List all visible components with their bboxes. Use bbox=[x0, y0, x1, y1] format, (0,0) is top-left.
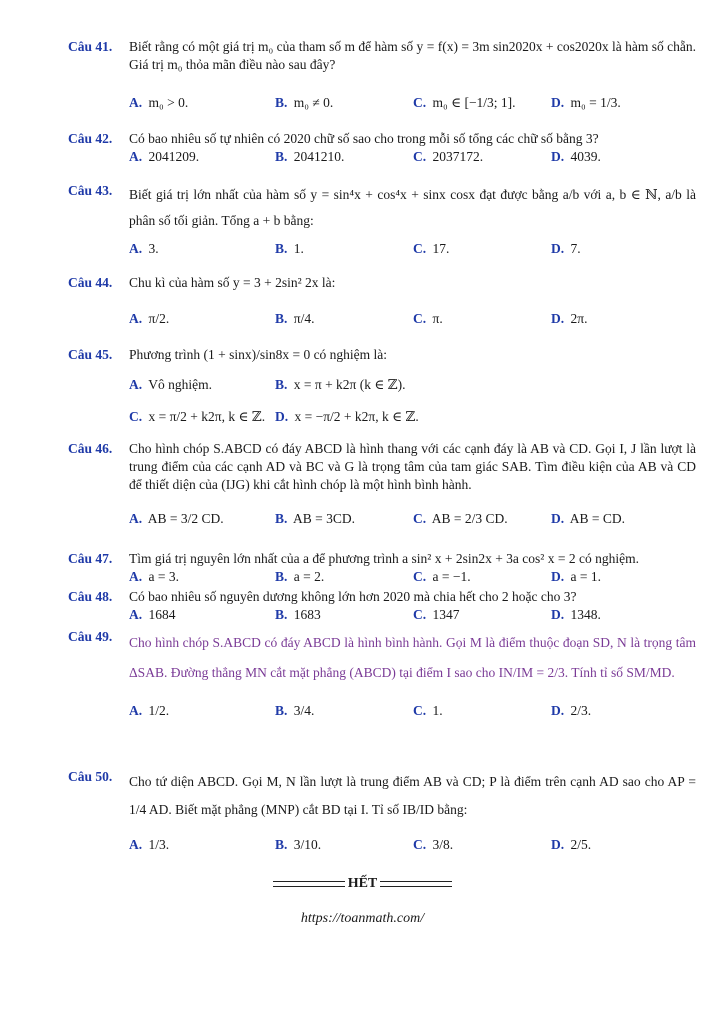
option-d: D. 4039. bbox=[551, 149, 601, 164]
option-d: D. 1348. bbox=[551, 607, 601, 622]
options-row bbox=[129, 94, 696, 112]
question-label: Câu 50. bbox=[68, 769, 113, 784]
question-text: Tìm giá trị nguyên lớn nhất của a để phương trình a sin² x + 2sin2x + 3a cos² x = 2 có nghiệm. bbox=[129, 551, 639, 566]
option-d: D. 2π. bbox=[551, 311, 588, 326]
options-row bbox=[129, 310, 696, 328]
option-letter: A. bbox=[129, 95, 143, 110]
options-row bbox=[129, 240, 696, 258]
option-b: B. 3/4. bbox=[275, 703, 315, 718]
end-mark-text: HẾT bbox=[347, 876, 378, 891]
option-a: A. m₀ > 0. bbox=[129, 95, 189, 110]
option-b: B. m₀ ≠ 0. bbox=[275, 95, 334, 110]
option-a: A. π/2. bbox=[129, 311, 170, 326]
option-b: B. 1683 bbox=[275, 607, 321, 622]
option-b: B. 2041210. bbox=[275, 149, 345, 164]
option-letter: A. bbox=[129, 837, 143, 852]
question-43 bbox=[68, 182, 696, 258]
option-letter: C. bbox=[129, 409, 143, 424]
option-c: C. a = −1. bbox=[413, 569, 471, 584]
question-41 bbox=[68, 38, 696, 112]
option-b: B. AB = 3CD. bbox=[275, 511, 356, 526]
option-letter: D. bbox=[551, 703, 565, 718]
option-letter: C. bbox=[413, 311, 427, 326]
option-letter: A. bbox=[129, 241, 143, 256]
option-letter: B. bbox=[275, 511, 288, 526]
double-rule-left bbox=[273, 881, 345, 887]
option-letter: A. bbox=[129, 311, 143, 326]
question-text: Biết rằng có một giá trị m₀ của tham số m để hàm số y = f(x) = 3m sin2020x + cos2020x là hàm số chẵn. Giá trị m₀ thỏa mãn điều nào sau đây? bbox=[129, 39, 696, 72]
double-rule-right bbox=[380, 881, 452, 887]
option-a: A. 3. bbox=[129, 241, 159, 256]
question-text: Phương trình (1 + sinx)/sin8x = 0 có nghiệm là: bbox=[129, 347, 388, 362]
option-d: D. AB = CD. bbox=[551, 511, 626, 526]
option-letter: C. bbox=[413, 149, 427, 164]
option-letter: D. bbox=[551, 311, 565, 326]
options-row bbox=[129, 376, 696, 394]
option-d: D. 2/5. bbox=[551, 837, 592, 852]
option-letter: C. bbox=[413, 607, 427, 622]
option-letter: D. bbox=[551, 569, 565, 584]
option-letter: C. bbox=[413, 837, 427, 852]
options-row bbox=[129, 836, 696, 854]
option-letter: D. bbox=[551, 837, 565, 852]
option-b: B. a = 2. bbox=[275, 569, 325, 584]
option-letter: B. bbox=[275, 149, 288, 164]
option-letter: D. bbox=[551, 511, 565, 526]
end-mark bbox=[0, 876, 725, 892]
option-letter: B. bbox=[275, 837, 288, 852]
option-c: C. m₀ ∈ [−1/3; 1]. bbox=[413, 95, 516, 110]
option-a: A. Vô nghiệm. bbox=[129, 377, 212, 392]
question-label: Câu 42. bbox=[68, 131, 113, 146]
option-letter: B. bbox=[275, 95, 288, 110]
question-label: Câu 41. bbox=[68, 39, 113, 54]
question-47 bbox=[68, 550, 696, 586]
options-row bbox=[129, 148, 696, 166]
option-b: B. π/4. bbox=[275, 311, 315, 326]
option-d: D. x = −π/2 + k2π, k ∈ ℤ. bbox=[275, 409, 419, 424]
option-a: A. 1/2. bbox=[129, 703, 170, 718]
question-label: Câu 49. bbox=[68, 629, 113, 644]
options-row bbox=[129, 568, 696, 586]
option-letter: D. bbox=[551, 607, 565, 622]
question-text: Biết giá trị lớn nhất của hàm số y = sin⁴x + cos⁴x + sinx cosx đạt được bằng a/b với a, b ∈ ℕ, a/b là phân số tối giản. Tổng a + b bằng: bbox=[129, 187, 696, 228]
option-c: C. x = π/2 + k2π, k ∈ ℤ. bbox=[129, 409, 266, 424]
question-46 bbox=[68, 440, 696, 528]
option-a: A. 2041209. bbox=[129, 149, 200, 164]
option-letter: B. bbox=[275, 311, 288, 326]
option-c: C. 3/8. bbox=[413, 837, 454, 852]
option-letter: C. bbox=[413, 95, 427, 110]
option-c: C. 17. bbox=[413, 241, 450, 256]
question-label: Câu 46. bbox=[68, 441, 113, 456]
option-letter: A. bbox=[129, 607, 143, 622]
question-label: Câu 44. bbox=[68, 275, 113, 290]
question-text: Có bao nhiêu số nguyên dương không lớn hơn 2020 mà chia hết cho 2 hoặc cho 3? bbox=[129, 589, 577, 604]
question-45 bbox=[68, 346, 696, 426]
options-row bbox=[129, 606, 696, 624]
option-letter: A. bbox=[129, 149, 143, 164]
option-letter: A. bbox=[129, 511, 143, 526]
question-label: Câu 47. bbox=[68, 551, 113, 566]
question-48 bbox=[68, 588, 696, 624]
option-b: B. 1. bbox=[275, 241, 304, 256]
option-letter: B. bbox=[275, 607, 288, 622]
options-row bbox=[129, 702, 696, 720]
option-letter: B. bbox=[275, 569, 288, 584]
option-d: D. m₀ = 1/3. bbox=[551, 95, 621, 110]
source-url[interactable]: https://toanmath.com/ bbox=[300, 911, 425, 926]
question-label: Câu 45. bbox=[68, 347, 113, 362]
question-text: Cho hình chóp S.ABCD có đáy ABCD là hình thang với các cạnh đáy là AB và CD. Gọi I, J lần lượt là trung điểm của các cạnh AD và BC và G là trọng tâm của tam giác SAB. Tìm điều kiện của AB và CD để thiết diện của (IJG) khi cắt hình chóp là một hình bình hành. bbox=[129, 441, 696, 492]
question-42 bbox=[68, 130, 696, 166]
option-letter: C. bbox=[413, 569, 427, 584]
question-50 bbox=[68, 768, 696, 854]
option-c: C. AB = 2/3 CD. bbox=[413, 511, 508, 526]
option-letter: B. bbox=[275, 703, 288, 718]
option-c: C. π. bbox=[413, 311, 443, 326]
question-label: Câu 48. bbox=[68, 589, 113, 604]
option-d: D. 7. bbox=[551, 241, 581, 256]
option-letter: C. bbox=[413, 703, 427, 718]
option-a: A. AB = 3/2 CD. bbox=[129, 511, 224, 526]
question-label: Câu 43. bbox=[68, 183, 113, 198]
option-letter: D. bbox=[275, 409, 289, 424]
option-c: C. 2037172. bbox=[413, 149, 484, 164]
options-row bbox=[129, 408, 696, 426]
option-a: A. 1684 bbox=[129, 607, 176, 622]
option-b: B. x = π + k2π (k ∈ ℤ). bbox=[275, 377, 406, 392]
option-a: A. a = 3. bbox=[129, 569, 179, 584]
option-a: A. 1/3. bbox=[129, 837, 170, 852]
question-text: Cho hình chóp S.ABCD có đáy ABCD là hình bình hành. Gọi M là điểm thuộc đoạn SD, N là trọng tâm ΔSAB. Đường thẳng MN cắt mặt phẳng (ABCD) tại điểm I sao cho IN/IM = 2/3. Tính tỉ số SM/MD. bbox=[129, 635, 696, 680]
option-letter: A. bbox=[129, 703, 143, 718]
option-c: C. 1. bbox=[413, 703, 443, 718]
question-text: Cho tứ diện ABCD. Gọi M, N lần lượt là trung điểm AB và CD; P là điểm trên cạnh AD sao cho AP = 1/4 AD. Biết mặt phẳng (MNP) cắt BD tại I. Tỉ số IB/ID bằng: bbox=[129, 774, 696, 817]
option-letter: A. bbox=[129, 377, 143, 392]
option-d: D. 2/3. bbox=[551, 703, 592, 718]
option-letter: D. bbox=[551, 95, 565, 110]
option-letter: C. bbox=[413, 241, 427, 256]
option-letter: B. bbox=[275, 377, 288, 392]
option-letter: B. bbox=[275, 241, 288, 256]
options-row bbox=[129, 510, 696, 528]
question-text: Chu kì của hàm số y = 3 + 2sin² 2x là: bbox=[129, 275, 336, 290]
option-letter: D. bbox=[551, 241, 565, 256]
option-letter: C. bbox=[413, 511, 427, 526]
question-44 bbox=[68, 274, 696, 328]
option-letter: A. bbox=[129, 569, 143, 584]
question-49 bbox=[68, 628, 696, 720]
option-b: B. 3/10. bbox=[275, 837, 322, 852]
option-d: D. a = 1. bbox=[551, 569, 601, 584]
option-c: C. 1347 bbox=[413, 607, 460, 622]
option-letter: D. bbox=[551, 149, 565, 164]
question-text: Có bao nhiêu số tự nhiên có 2020 chữ số sao cho trong mỗi số tổng các chữ số bằng 3? bbox=[129, 131, 599, 146]
